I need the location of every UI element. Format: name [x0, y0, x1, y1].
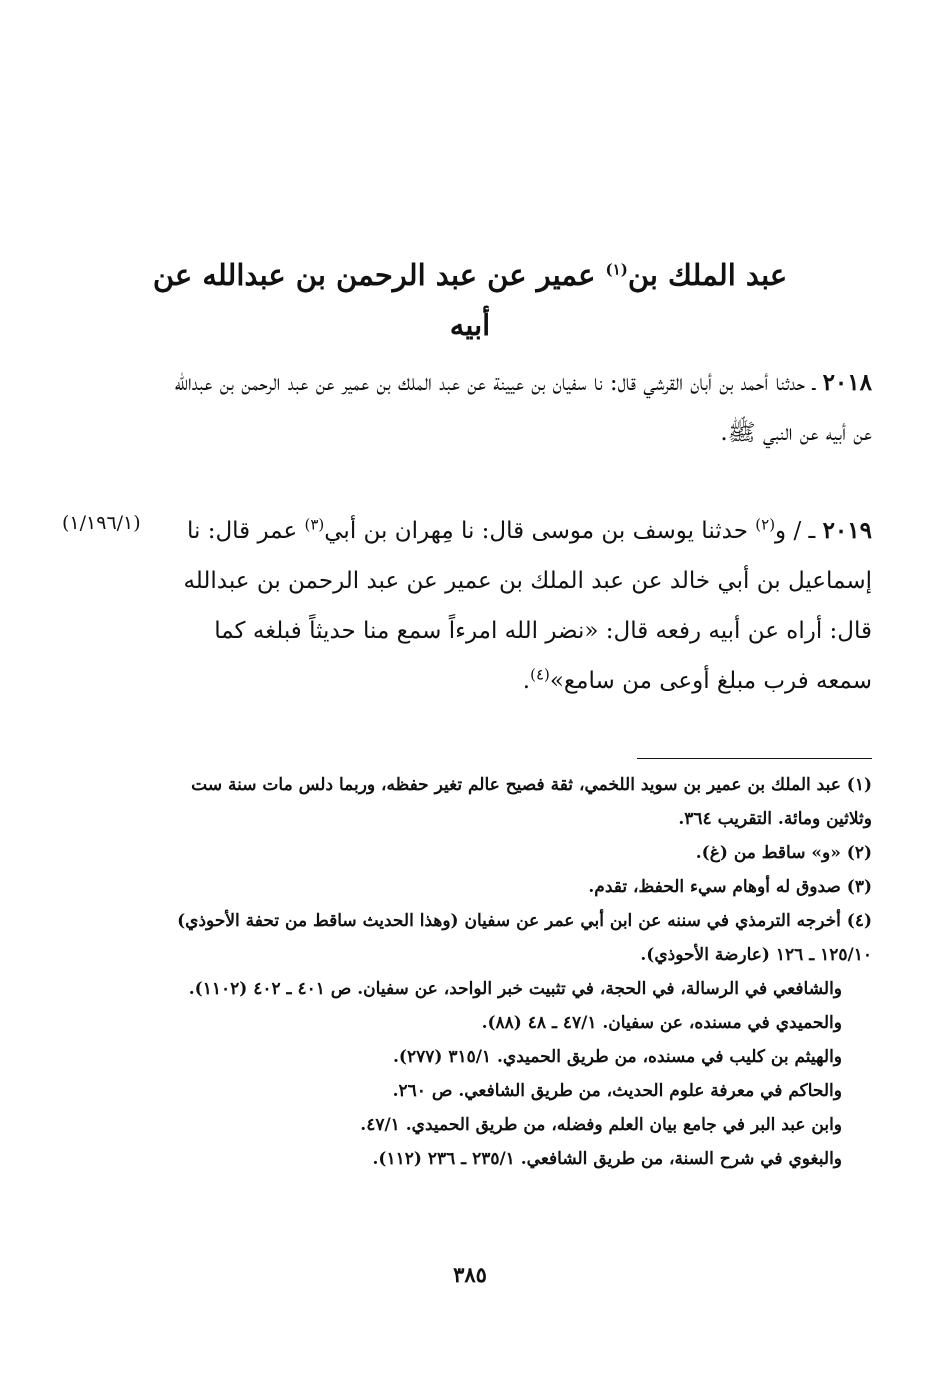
page-number: ٣٨٥	[453, 1262, 487, 1287]
footnotes	[167, 768, 872, 1176]
chapter-heading	[150, 250, 790, 350]
hadith-text: حدثنا يوسف بن موسى قال: نا مِهران بن أبي	[324, 518, 756, 544]
footnote-ref-1[interactable]: (١)	[605, 260, 628, 279]
footnote-4-source: والهيثم بن كليب في مسنده، من طريق الحميدي. ٣١٥/١ (٢٧٧).	[392, 1047, 842, 1067]
footnote-4-source: وابن عبد البر في جامع بيان العلم وفضله، من طريق الحميدي. ٤٧/١.	[360, 1115, 842, 1135]
hadith-number: ٢٠١٩	[822, 517, 872, 544]
footnote-1: (١) عبد الملك بن عمير بن سويد اللخمي، ثقة فصيح عالم تغير حفظه، وربما دلس مات سنة ست وثلاثين ومائة. التقريب ٣٦٤.	[191, 775, 872, 829]
hadith-number: ٢٠١٨	[822, 369, 872, 396]
heading-text-end: عمير عن عبد الرحمن بن عبدالله عن أبيه	[152, 258, 606, 342]
hadith-text: .	[522, 668, 531, 694]
footnote-3: (٣) صدوق له أوهام سيء الحفظ، تقدم.	[588, 877, 872, 897]
footnote-2: (٢) «و» ساقط من (غ).	[695, 843, 872, 863]
heading-text-start: عبد الملك بن	[627, 258, 788, 292]
footnote-ref-4[interactable]: (٤)	[530, 665, 550, 684]
footnote-ref-2[interactable]: (٢)	[755, 515, 776, 534]
footnote-4-source: والبغوي في شرح السنة، من طريق الشافعي. ٢٣٥/١ ـ ٢٣٦ (١١٢).	[372, 1149, 842, 1169]
hadith-2018	[172, 358, 872, 458]
footnote-divider	[637, 758, 872, 759]
footnote-4-source: والحاكم في معرفة علوم الحديث، من طريق الشافعي. ص ٢٦٠.	[392, 1081, 842, 1101]
manuscript-folio-ref: (١/١٩٦/١)	[62, 512, 141, 534]
footnote-4: (٤) أخرجه الترمذي في سننه عن ابن أبي عمر عن سفيان (وهذا الحديث ساقط من تحفة الأحوذي) ١٢٥/١٠ ـ ١٢٦ (عارضة الأحوذي).	[177, 911, 872, 965]
hadith-text: ـ حدثنا أحمد بن أبان القرشي قال: نا سفيان بن عيينة عن عبد الملك بن عمير عن عبد الرحمن بن عبدالله عن أبيه عن النبي ﷺ.	[174, 370, 872, 446]
footnote-4-source: والحميدي في مسنده، عن سفيان. ٤٧/١ ـ ٤٨ (٨٨).	[481, 1013, 842, 1033]
hadith-2019	[172, 506, 872, 706]
footnote-ref-3[interactable]: (٣)	[304, 515, 325, 534]
hadith-text: ـ / و	[775, 518, 823, 544]
hadith-text: عمر قال: نا إسماعيل بن أبي خالد عن عبد الملك بن عمير عن عبد الرحمن بن عبدالله قال: أراه عن أبيه رفعه قال: «نضر الله امرءاً سمع منا حديثاً فبلغه كما سمعه فرب مبلغ أوعى من سامع»	[183, 518, 872, 694]
footnote-4-source: والشافعي في الرسالة، في الحجة، في تثبيت خبر الواحد، عن سفيان. ص ٤٠١ ـ ٤٠٢ (١١٠٢).	[188, 979, 842, 999]
